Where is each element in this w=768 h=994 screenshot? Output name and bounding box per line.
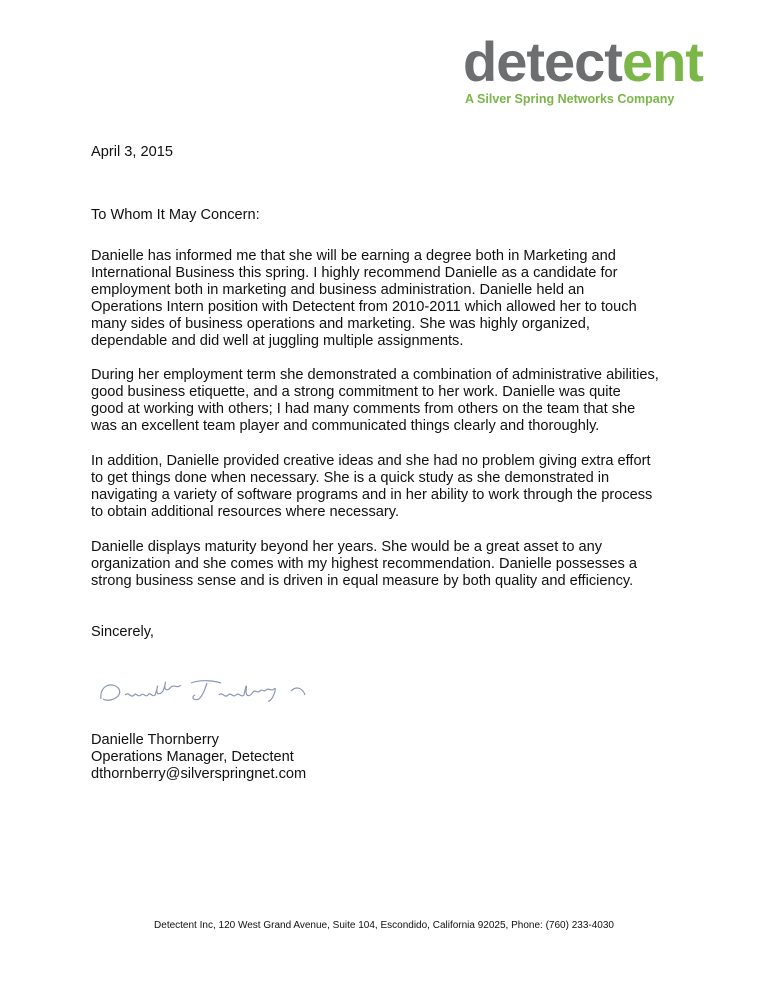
text-line: to get things done when necessary. She is a quick study as she demonstrated in xyxy=(91,470,610,486)
letter-date: April 3, 2015 xyxy=(91,144,173,160)
detectent-logo xyxy=(463,30,703,106)
text-line: good business etiquette, and a strong commitment to her work. Danielle was quite xyxy=(91,384,621,400)
handwritten-signature xyxy=(95,675,310,713)
salutation: To Whom It May Concern: xyxy=(91,207,260,223)
closing: Sincerely, xyxy=(91,624,154,640)
text-line: Danielle has informed me that she will be earning a degree both in Marketing and xyxy=(91,248,616,264)
text-line: organization and she comes with my highest recommendation. Danielle possesses a xyxy=(91,556,637,572)
text-line: was an excellent team player and communicated things clearly and thoroughly. xyxy=(91,418,600,434)
signer-email: dthornberry@silverspringnet.com xyxy=(91,766,307,782)
text-line: Operations Intern position with Detectent from 2010-2011 which allowed her to touch xyxy=(91,299,637,315)
signer-name: Danielle Thornberry xyxy=(91,732,219,748)
text-line: employment both in marketing and business administration. Danielle held an xyxy=(91,282,585,298)
text-line: to obtain additional resources where necessary. xyxy=(91,504,399,520)
logo-word-ent: ent xyxy=(621,30,703,93)
letterhead-footer: Detectent Inc, 120 West Grand Avenue, Suite 104, Escondido, California 92025, Phone: (760) 233-4030 xyxy=(154,920,614,931)
text-line: In addition, Danielle provided creative ideas and she had no problem giving extra effort xyxy=(91,453,651,469)
text-line: many sides of business operations and marketing. She was highly organized, xyxy=(91,316,590,332)
text-line: Danielle displays maturity beyond her years. She would be a great asset to any xyxy=(91,539,603,555)
text-line: strong business sense and is driven in equal measure by both quality and efficiency. xyxy=(91,573,634,589)
text-line: dependable and did well at juggling multiple assignments. xyxy=(91,333,464,349)
logo-tagline: A Silver Spring Networks Company xyxy=(465,92,675,106)
text-line: International Business this spring. I highly recommend Danielle as a candidate for xyxy=(91,265,618,281)
text-line: good at working with others; I had many comments from others on the team that she xyxy=(91,401,636,417)
text-line: navigating a variety of software programs and in her ability to work through the process xyxy=(91,487,653,503)
text-line: During her employment term she demonstrated a combination of administrative abilities, xyxy=(91,367,659,383)
logo-word-detect: detect xyxy=(463,30,622,93)
signer-title: Operations Manager, Detectent xyxy=(91,749,294,765)
